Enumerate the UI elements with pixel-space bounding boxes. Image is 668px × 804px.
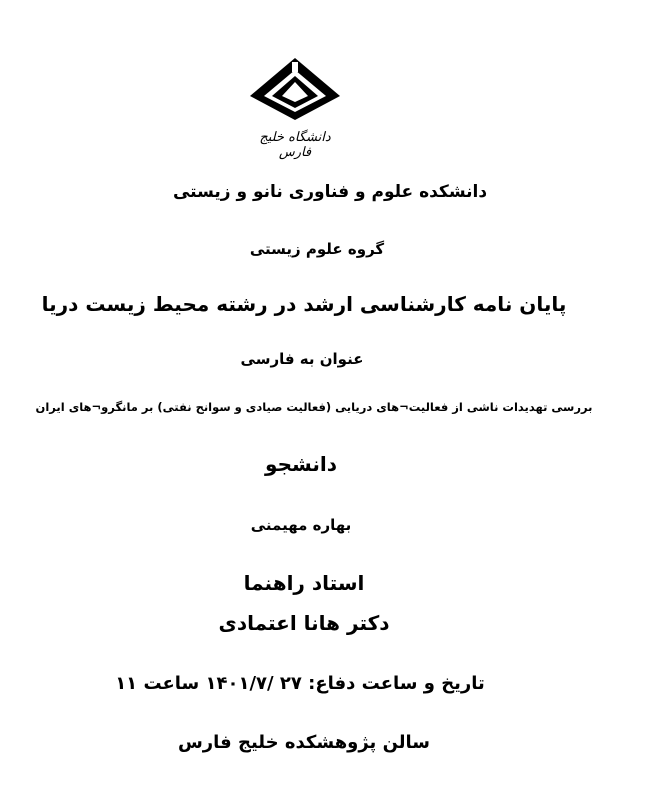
university-emblem-icon bbox=[248, 56, 342, 128]
defense-venue: سالن پژوهشکده خلیج فارس bbox=[177, 732, 431, 753]
title-label: عنوان به فارسی bbox=[240, 350, 364, 368]
supervisor-label: استاد راهنما bbox=[243, 571, 365, 595]
supervisor-name: دکتر هانا اعتمادی bbox=[218, 611, 390, 635]
defense-datetime: تاریخ و ساعت دفاع: ۲۷ /۱۴۰۱/۷ ساعت ۱۱ bbox=[115, 673, 485, 694]
university-name-caption: دانشگاه خلیج فارس bbox=[259, 130, 331, 160]
student-name: بهاره مهیمنی bbox=[250, 516, 352, 534]
faculty-name: دانشکده علوم و فناوری نانو و زیستی bbox=[172, 182, 488, 202]
student-label: دانشجو bbox=[265, 452, 337, 476]
thesis-heading: پایان نامه کارشناسی ارشد در رشته محیط زیست دریا bbox=[41, 292, 567, 316]
thesis-title: بررسی تهدیدات ناشی از فعالیت¬های دریایی (فعالیت صیادی و سوانح نفتی) بر مانگرو¬های ایران bbox=[35, 400, 593, 414]
department-name: گروه علوم زیستی bbox=[249, 240, 385, 258]
